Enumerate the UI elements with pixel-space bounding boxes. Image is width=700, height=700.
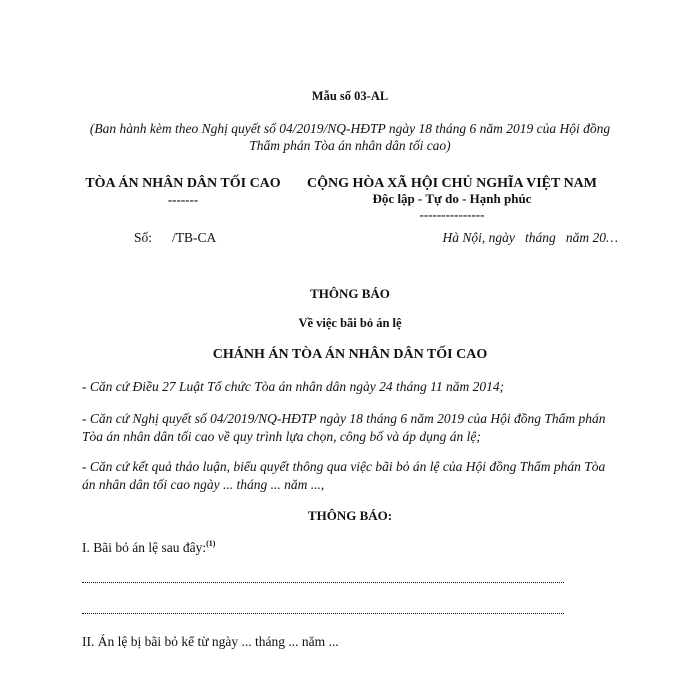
national-motto-divider: --------------- bbox=[419, 207, 485, 222]
issuer-title: CHÁNH ÁN TÒA ÁN NHÂN DÂN TỐI CAO bbox=[212, 347, 488, 362]
issuance-note-line-2: Thẩm phán Tòa án nhân dân tối cao) bbox=[249, 138, 451, 153]
form-number: Mẫu số 03-AL bbox=[311, 89, 389, 103]
legal-basis-item: - Căn cứ kết quả thảo luận, biểu quyết thông qua việc bãi bỏ án lệ của Hội đồng Thẩm phán Tòa án nhân dân tối cao ngày ... tháng ... năm ..., bbox=[82, 459, 606, 492]
document-number bbox=[134, 230, 216, 246]
issuing-agency-name: TÒA ÁN NHÂN DÂN TỐI CAO bbox=[85, 176, 281, 191]
document-number-label: Số: bbox=[134, 230, 153, 245]
section-two-heading: II. Án lệ bị bãi bỏ kể từ ngày ... tháng ... năm ... bbox=[82, 634, 339, 649]
issuing-agency-divider: ------- bbox=[167, 192, 199, 207]
document-number-suffix: /TB-CA bbox=[172, 230, 217, 245]
fill-in-dotted-line bbox=[82, 613, 564, 614]
document-title: THÔNG BÁO bbox=[310, 286, 390, 301]
section-one-label: I. Bãi bỏ án lệ sau đây: bbox=[82, 540, 207, 555]
issuance-note-line-1: (Ban hành kèm theo Nghị quyết số 04/2019/NQ-HĐTP ngày 18 tháng 6 năm 2019 của Hội đồng bbox=[89, 121, 611, 136]
national-motto: Độc lập - Tự do - Hạnh phúc bbox=[372, 191, 532, 206]
document-subject: Về việc bãi bỏ án lệ bbox=[298, 316, 402, 330]
fill-in-dotted-line bbox=[82, 582, 564, 583]
legal-basis-item: - Căn cứ Nghị quyết số 04/2019/NQ-HĐTP ngày 18 tháng 6 năm 2019 của Hội đồng Thẩm phán Tòa án nhân dân tối cao về quy trình lựa chọn, công bố và áp dụng án lệ; bbox=[82, 411, 606, 444]
place-and-date: Hà Nội, ngày tháng năm 20… bbox=[442, 230, 618, 245]
footnote-marker: (1) bbox=[206, 539, 216, 548]
section-one-heading bbox=[82, 539, 215, 556]
national-title: CỘNG HÒA XÃ HỘI CHỦ NGHĨA VIỆT NAM bbox=[306, 176, 597, 191]
announcement-heading: THÔNG BÁO: bbox=[307, 508, 393, 523]
legal-basis-item: - Căn cứ Điều 27 Luật Tổ chức Tòa án nhân dân ngày 24 tháng 11 năm 2014; bbox=[82, 379, 505, 394]
